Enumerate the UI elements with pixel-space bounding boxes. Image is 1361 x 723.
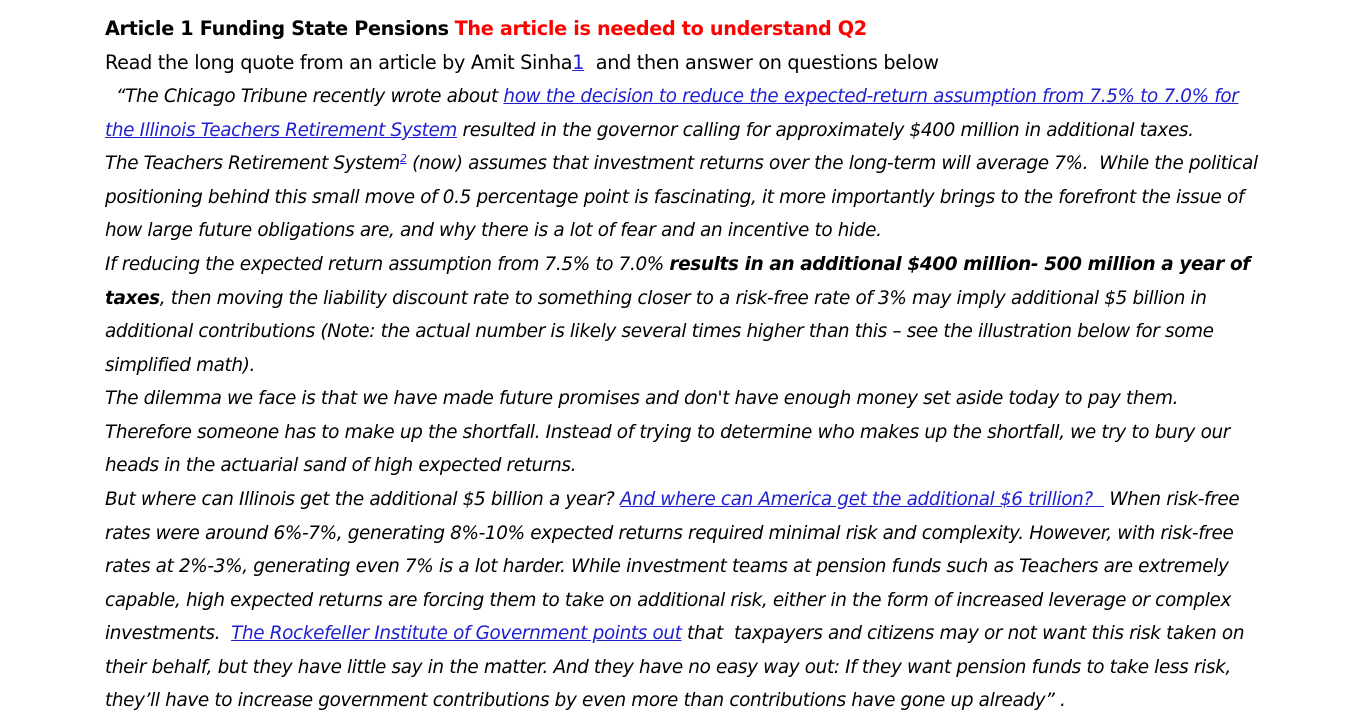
quote-line-10 <box>105 387 1178 411</box>
quote-line-5 <box>105 219 882 243</box>
quote-text: additional contributions (Note: the actual number is likely several times higher than this – see the illustration below for some <box>105 321 1214 342</box>
quote-text: simplified math). <box>105 355 256 376</box>
quote-line-7 <box>105 287 1207 311</box>
quote-text: The Teachers Retirement System <box>105 153 400 174</box>
quote-line-16 <box>105 589 1231 613</box>
quote-line-19 <box>105 689 1065 713</box>
quote-text: capable, high expected returns are forcing them to take on additional risk, either in the form of increased leverage or complex <box>105 590 1231 611</box>
quote-line-13 <box>105 488 1239 512</box>
quote-text: positioning behind this small move of 0.5 percentage point is fascinating, it more importantly brings to the forefront the issue of <box>105 187 1244 208</box>
quote-line-8 <box>105 320 1214 344</box>
tribune-article-link-cont[interactable]: the Illinois Teachers Retirement System <box>105 120 457 141</box>
quote-text: If reducing the expected return assumption from 7.5% to 7.0% <box>105 254 670 275</box>
quote-line-17 <box>105 622 1244 646</box>
quote-text: they’ll have to increase government contributions by even more than contributions have gone up already” . <box>105 690 1066 711</box>
quote-bold-text: taxes <box>105 288 160 309</box>
article-heading-line <box>105 17 867 41</box>
quote-text: resulted in the governor calling for approximately $400 million in additional taxes. <box>457 120 1194 141</box>
quote-line-3 <box>105 152 1258 176</box>
intro-text-end: and then answer on questions below <box>584 51 939 74</box>
quote-line-2 <box>105 119 1194 143</box>
quote-opening: “The Chicago Tribune recently wrote about <box>105 86 504 107</box>
america-trillion-link[interactable]: And where can America get the additional $6 trillion? <box>619 489 1104 510</box>
quote-line-1 <box>105 85 1239 109</box>
quote-line-4 <box>105 186 1244 210</box>
article-heading-note: The article is needed to understand Q2 <box>454 17 867 40</box>
quote-text: Therefore someone has to make up the shortfall. Instead of trying to determine who makes up the shortfall, we try to bury our <box>105 422 1230 443</box>
quote-text: But where can Illinois get the additional $5 billion a year? <box>105 489 620 510</box>
quote-line-12 <box>105 454 576 478</box>
quote-text: that taxpayers and citizens may or not want this risk taken on <box>681 623 1245 644</box>
article-heading: Article 1 Funding State Pensions <box>105 17 449 40</box>
quote-text: The dilemma we face is that we have made future promises and don't have enough money set aside today to pay them. <box>105 388 1179 409</box>
quote-line-9 <box>105 354 255 378</box>
quote-text: , then moving the liability discount rate to something closer to a risk-free rate of 3% may imply additional $5 billion in <box>159 288 1207 309</box>
rockefeller-institute-link[interactable]: The Rockefeller Institute of Government points out <box>231 623 682 644</box>
quote-text: rates were around 6%-7%, generating 8%-10% expected returns required minimal risk and complexity. However, with risk-free <box>105 523 1234 544</box>
quote-line-15 <box>105 555 1229 579</box>
quote-text: heads in the actuarial sand of high expected returns. <box>105 455 577 476</box>
footnote-1-link[interactable]: 1 <box>572 51 585 74</box>
quote-text: When risk-free <box>1103 489 1240 510</box>
quote-line-18 <box>105 656 1231 680</box>
intro-text: Read the long quote from an article by Amit Sinha <box>105 51 573 74</box>
quote-text: investments. <box>105 623 232 644</box>
quote-text: rates at 2%-3%, generating even 7% is a lot harder. While investment teams at pension funds such as Teachers are extremely <box>105 556 1229 577</box>
quote-bold-text: results in an additional $400 million- 500 million a year of <box>669 254 1250 275</box>
quote-text: how large future obligations are, and why there is a lot of fear and an incentive to hide. <box>105 220 882 241</box>
quote-line-11 <box>105 421 1230 445</box>
quote-line-14 <box>105 522 1233 546</box>
quote-text: (now) assumes that investment returns over the long-term will average 7%. While the political <box>406 153 1258 174</box>
quote-text: their behalf, but they have little say in the matter. And they have no easy way out: If they want pension funds to take less risk, <box>105 657 1231 678</box>
tribune-article-link[interactable]: how the decision to reduce the expected-return assumption from 7.5% to 7.0% for <box>503 86 1239 107</box>
quote-line-6 <box>105 253 1250 277</box>
footnote-2-link[interactable]: 2 <box>399 151 407 165</box>
intro-line <box>105 51 939 75</box>
